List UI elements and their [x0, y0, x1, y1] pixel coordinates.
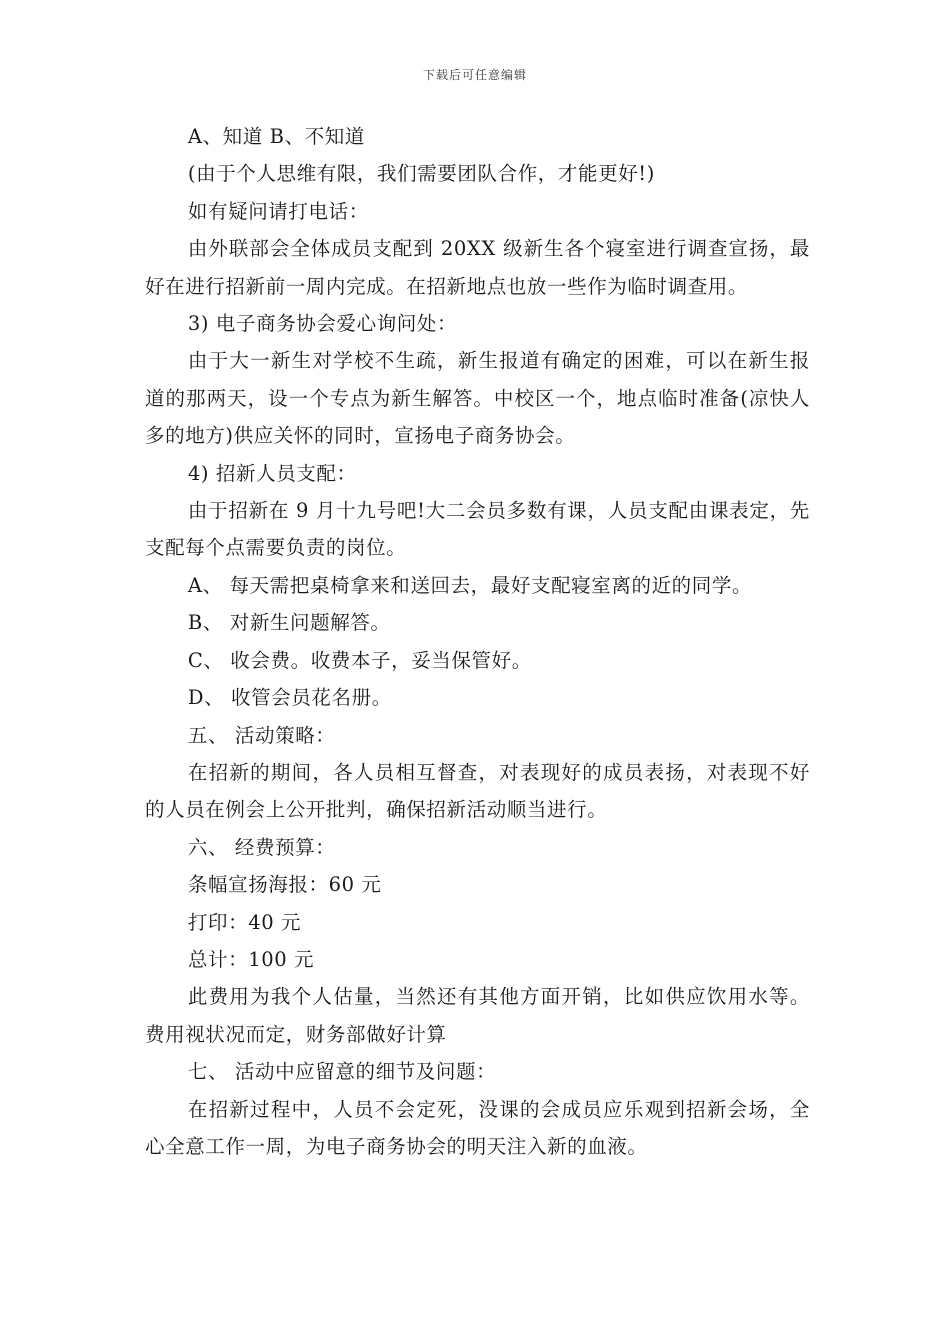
paragraph-strategy: 在招新的期间，各人员相互督查，对表现好的成员表扬，对表现不好的人员在例会上公开批判，确保招新活动顺当进行。 [145, 760, 810, 822]
paragraph-phone: 如有疑问请打电话： [187, 199, 369, 223]
list-item-d: D、 收管会员花名册。 [187, 686, 392, 710]
budget-item-printing: 打印：40 元 [187, 910, 302, 934]
document-body [145, 118, 810, 1165]
budget-total: 总计：100 元 [187, 947, 315, 971]
header-note: 下载后可任意编辑 [422, 68, 527, 82]
paragraph-survey: 由外联部会全体成员支配到 20XX 级新生各个寝室进行调查宣扬，最好在进行招新前一周内完成。在招新地点也放一些作为临时调查用。 [145, 237, 810, 298]
section-heading-info-desk: 3) 电子商务协会爱心询问处： [187, 312, 458, 336]
section-heading-details: 七、 活动中应留意的细节及问题： [187, 1060, 497, 1084]
paragraph-budget-note: 此费用为我个人估量，当然还有其他方面开销，比如供应饮用水等。费用视状况而定，财务部做好计算 [145, 985, 810, 1046]
paragraph-staffing: 由于招新在 9 月十九号吧!大二会员多数有课，人员支配由课表定，先支配每个点需要负责的岗位。 [145, 499, 810, 560]
list-item-b: B、 对新生问题解答。 [187, 611, 391, 635]
budget-item-banner: 条幅宣扬海报：60 元 [187, 873, 382, 897]
section-heading-strategy: 五、 活动策略： [187, 723, 336, 747]
paragraph-info-desk: 由于大一新生对学校不生疏，新生报道有确定的困难，可以在新生报道的那两天，设一个专点为新生解答。中校区一个，地点临时准备(凉快人多的地方)供应关怀的同时，宣扬电子商务协会。 [145, 349, 810, 448]
list-item-a: A、 每天需把桌椅拿来和送回去，最好支配寝室离的近的同学。 [187, 573, 753, 597]
section-heading-staffing: 4) 招新人员支配： [187, 461, 357, 485]
paragraph-details: 在招新过程中，人员不会定死，没课的会成员应乐观到招新会场，全心全意工作一周，为电子商务协会的明天注入新的血液。 [145, 1097, 810, 1158]
paragraph-teamwork-note: (由于个人思维有限，我们需要团队合作，才能更好!) [187, 162, 655, 186]
paragraph-option-know: A、知道 B、不知道 [187, 125, 366, 148]
list-item-c: C、 收会费。收费本子，妥当保管好。 [187, 648, 532, 672]
section-heading-budget: 六、 经费预算： [187, 835, 336, 859]
